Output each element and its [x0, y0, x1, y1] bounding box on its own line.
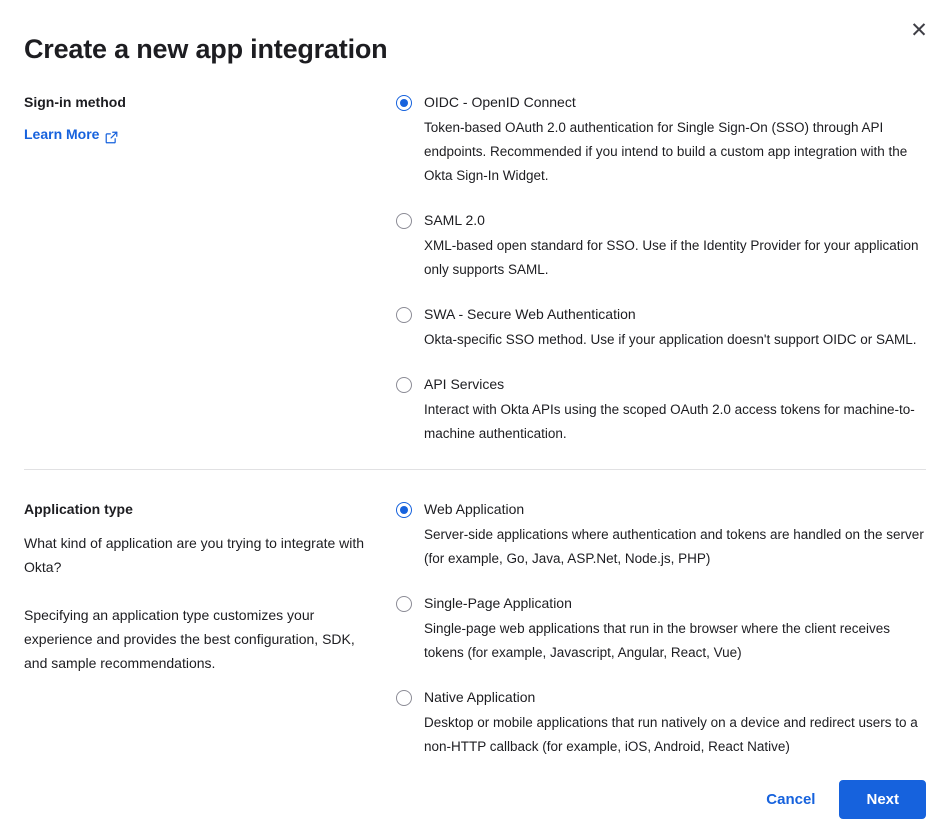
signin-option-api-services-label: API Services [424, 376, 505, 392]
signin-option-saml-label: SAML 2.0 [424, 212, 485, 228]
radio-api-services[interactable] [396, 377, 412, 393]
radio-saml[interactable] [396, 213, 412, 229]
application-type-heading: Application type [24, 501, 133, 517]
external-link-icon [105, 129, 118, 142]
radio-native-application[interactable] [396, 690, 412, 706]
apptype-option-web[interactable] [396, 499, 926, 571]
radio-single-page-application[interactable] [396, 596, 412, 612]
close-icon[interactable]: ✕ [906, 18, 932, 44]
signin-option-swa[interactable] [396, 304, 926, 352]
learn-more-link[interactable] [24, 124, 118, 144]
radio-web-application[interactable] [396, 502, 412, 518]
signin-option-oidc-label: OIDC - OpenID Connect [424, 94, 576, 110]
application-type-options [396, 499, 926, 759]
signin-option-swa-label: SWA - Secure Web Authentication [424, 306, 636, 322]
application-type-help-2: Specifying an application type customizes your experience and provides the best configuration, SDK, and sample recommendations. [24, 607, 355, 671]
apptype-option-web-description: Server-side applications where authentication and tokens are handled on the server (for example, Go, Java, ASP.Net, Node.js, PHP) [424, 527, 924, 566]
apptype-option-spa-label: Single-Page Application [424, 595, 572, 611]
section-divider [24, 469, 926, 470]
signin-option-saml-description: XML-based open standard for SSO. Use if the Identity Provider for your application only supports SAML. [424, 238, 919, 277]
signin-method-heading: Sign-in method [24, 94, 126, 110]
signin-option-api-services-description: Interact with Okta APIs using the scoped OAuth 2.0 access tokens for machine-to-machine authentication. [424, 402, 915, 441]
cancel-button[interactable]: Cancel [760, 783, 821, 816]
next-button[interactable]: Next [839, 780, 926, 819]
radio-oidc[interactable] [396, 95, 412, 111]
signin-method-section [24, 92, 926, 446]
signin-option-swa-description: Okta-specific SSO method. Use if your application doesn't support OIDC or SAML. [424, 332, 917, 347]
apptype-option-native-label: Native Application [424, 689, 536, 705]
page-title: Create a new app integration [24, 34, 388, 64]
signin-method-options [396, 92, 926, 446]
signin-option-saml[interactable] [396, 210, 926, 282]
application-type-help-1: What kind of application are you trying to integrate with Okta? [24, 535, 365, 575]
signin-method-left-column [24, 92, 396, 144]
application-type-left-column [24, 499, 396, 675]
signin-option-oidc[interactable] [396, 92, 926, 188]
apptype-option-native-description: Desktop or mobile applications that run natively on a device and redirect users to a non-HTTP callback (for example, iOS, Android, React Native) [424, 715, 918, 754]
dialog-footer [0, 768, 950, 830]
apptype-option-web-label: Web Application [424, 501, 525, 517]
apptype-option-native[interactable] [396, 687, 926, 759]
signin-option-oidc-description: Token-based OAuth 2.0 authentication for Single Sign-On (SSO) through API endpoints. Recommended if you intend to build a custom app integration with the Okta Sign-In Widget. [424, 120, 908, 183]
application-type-section [24, 499, 926, 759]
apptype-option-spa[interactable] [396, 593, 926, 665]
radio-swa[interactable] [396, 307, 412, 323]
signin-option-api-services[interactable] [396, 374, 926, 446]
apptype-option-spa-description: Single-page web applications that run in the browser where the client receives tokens (for example, Javascript, Angular, React, Vue) [424, 621, 891, 660]
learn-more-label: Learn More [24, 126, 100, 142]
